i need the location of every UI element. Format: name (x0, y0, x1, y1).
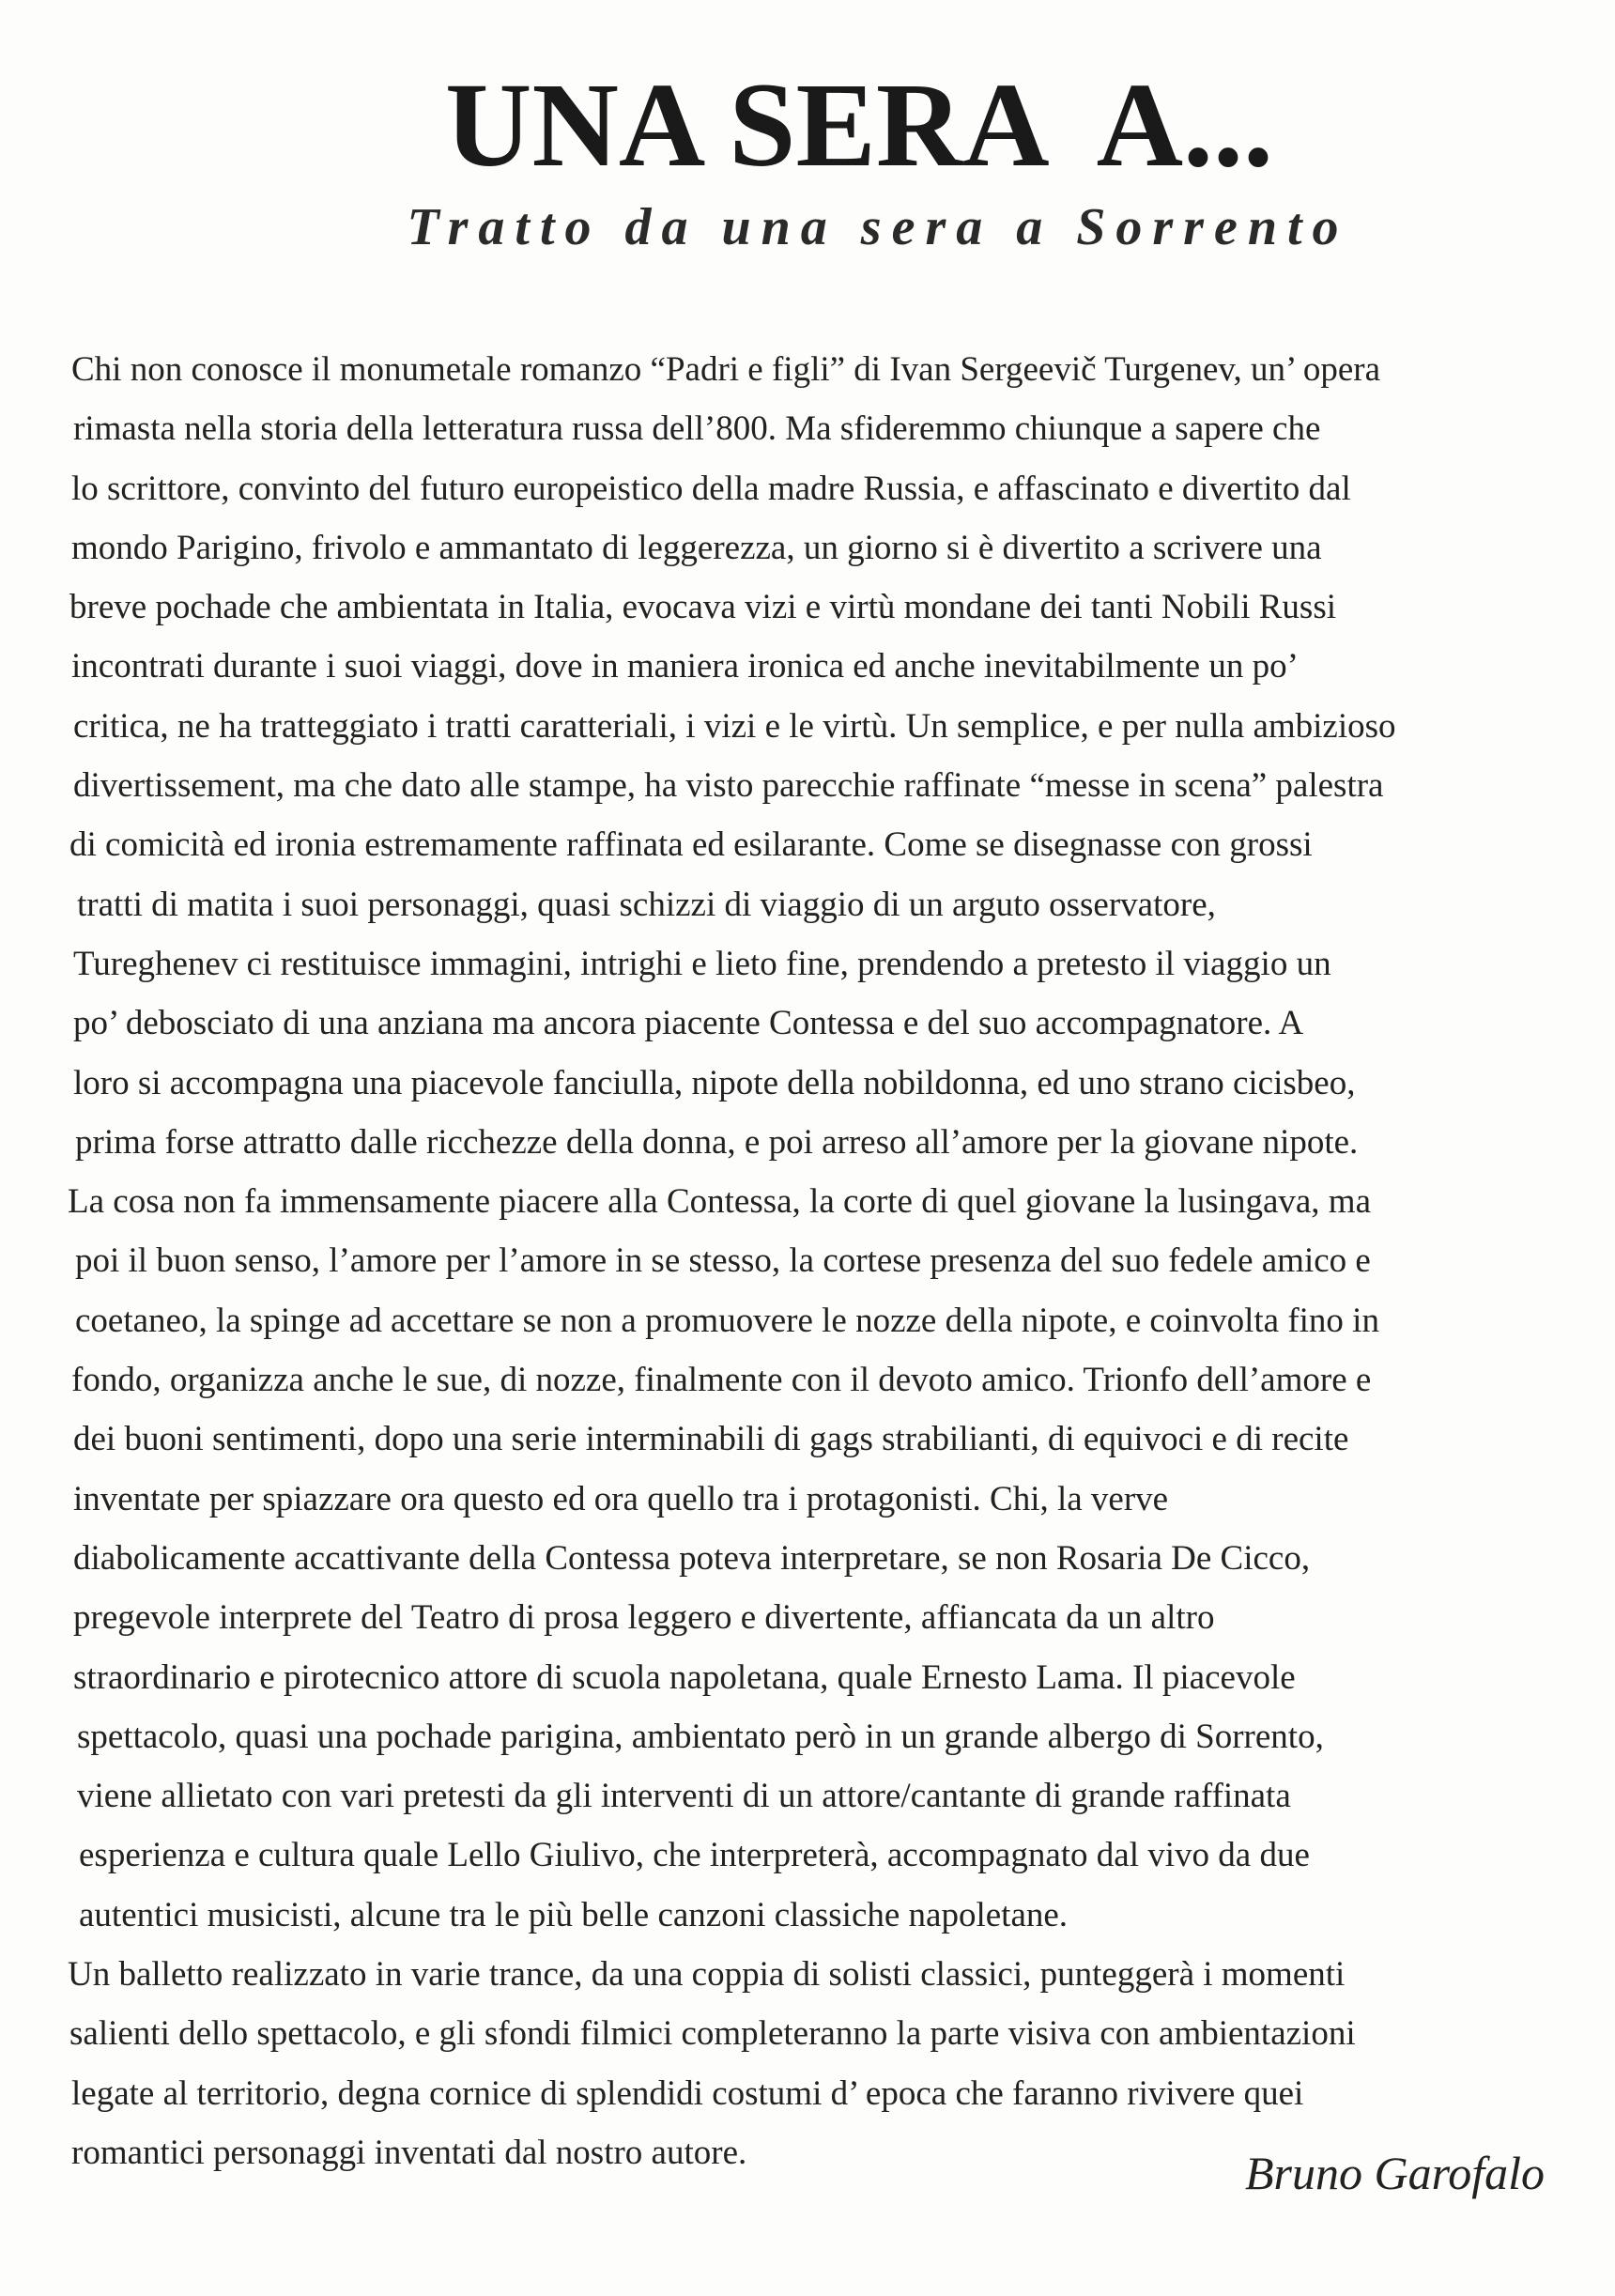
text-line: loro si accompagna una piacevole fanciulla, nipote della nobildonna, ed uno strano cicisbeo, (73, 1063, 1356, 1102)
text-line: viene allietato con vari pretesti da gli interventi di un attore/cantante di grande raffinata (77, 1777, 1291, 1816)
body-text (68, 340, 1570, 2182)
text-line: rimasta nella storia della letteratura russa dell’800. Ma sfideremmo chiunque a sapere che (73, 409, 1321, 449)
text-line: legate al territorio, degna cornice di splendidi costumi d’ epoca che faranno rivivere quei (71, 2073, 1304, 2113)
text-line: po’ debosciato di una anziana ma ancora piacente Contessa e del suo accompagnatore. A (73, 1004, 1304, 1043)
text-line: lo scrittore, convinto del futuro europeistico della madre Russia, e affascinato e divertito dal (71, 469, 1351, 508)
text-line: inventate per spiazzare ora questo ed ora quello tra i protagonisti. Chi, la verve (73, 1479, 1169, 1518)
text-line: divertissement, ma che dato alle stampe, ha visto parecchie raffinate “messe in scena” palestra (73, 766, 1384, 806)
text-line: autentici musicisti, alcune tra le più belle canzoni classiche napoletane. (79, 1895, 1069, 1934)
text-line: Un balletto realizzato in varie trance, da una coppia di solisti classici, punteggerà i momenti (68, 1955, 1346, 1995)
text-line: critica, ne ha tratteggiato i tratti caratteriali, i vizi e le virtù. Un semplice, e per nulla ambizioso (73, 706, 1396, 746)
text-line: Tureghenev ci restituisce immagini, intrighi e lieto fine, prendendo a pretesto il viaggio un (73, 944, 1331, 983)
text-line: breve pochade che ambientata in Italia, evocava vizi e virtù mondane dei tanti Nobili Russi (69, 588, 1337, 627)
text-line: salienti dello spettacolo, e gli sfondi filmici completeranno la parte visiva con ambientazioni (69, 2014, 1356, 2054)
text-line: romantici personaggi inventati dal nostro autore. (71, 2133, 747, 2172)
text-line: prima forse attratto dalle ricchezze della donna, e poi arreso all’amore per la giovane nipote. (75, 1122, 1359, 1162)
text-line: tratti di matita i suoi personaggi, quasi schizzi di viaggio di un arguto osservatore, (77, 885, 1216, 924)
text-line: esperienza e cultura quale Lello Giulivo, che interpreterà, accompagnato dal vivo da due (79, 1836, 1310, 1875)
page-title: UNA SERA A... (445, 58, 1273, 192)
text-line: fondo, organizza anche le sue, di nozze, finalmente con il devoto amico. Trionfo dell’amore e (71, 1361, 1372, 1400)
text-line: spettacolo, quasi una pochade parigina, ambientato però in un grande albergo di Sorrento, (77, 1717, 1324, 1756)
text-line: pregevole interprete del Teatro di prosa leggero e divertente, affiancata da un altro (73, 1598, 1215, 1638)
text-line: mondo Parigino, frivolo e ammantato di leggerezza, un giorno si è divertito a scrivere una (71, 528, 1322, 567)
text-line: dei buoni sentimenti, dopo una serie interminabili di gags strabilianti, di equivoci e di recite (73, 1420, 1349, 1459)
text-line: Chi non conosce il monumetale romanzo “Padri e figli” di Ivan Sergeevič Turgenev, un’ opera (71, 350, 1380, 389)
text-line: coetaneo, la spinge ad accettare se non a promuovere le nozze della nipote, e coinvolta fino in (75, 1301, 1379, 1340)
text-line: straordinario e pirotecnico attore di scuola napoletana, quale Ernesto Lama. Il piacevole (73, 1657, 1296, 1697)
text-line: La cosa non fa immensamente piacere alla Contessa, la corte di quel giovane la lusingava, ma (68, 1182, 1372, 1222)
text-line: poi il buon senso, l’amore per l’amore in se stesso, la cortese presenza del suo fedele amico e (75, 1241, 1371, 1281)
text-line: di comicità ed ironia estremamente raffinata ed esilarante. Come se disegnasse con grossi (69, 825, 1313, 865)
author-signature: Bruno Garofalo (1245, 2147, 1545, 2199)
text-line: incontrati durante i suoi viaggi, dove in maniera ironica ed anche inevitabilmente un po’ (71, 647, 1299, 686)
header (0, 54, 1615, 259)
text-line: diabolicamente accattivante della Contessa poteva interpretare, se non Rosaria De Cicco, (73, 1538, 1311, 1578)
page-subtitle: Tratto da una sera a Sorrento (407, 198, 1349, 256)
